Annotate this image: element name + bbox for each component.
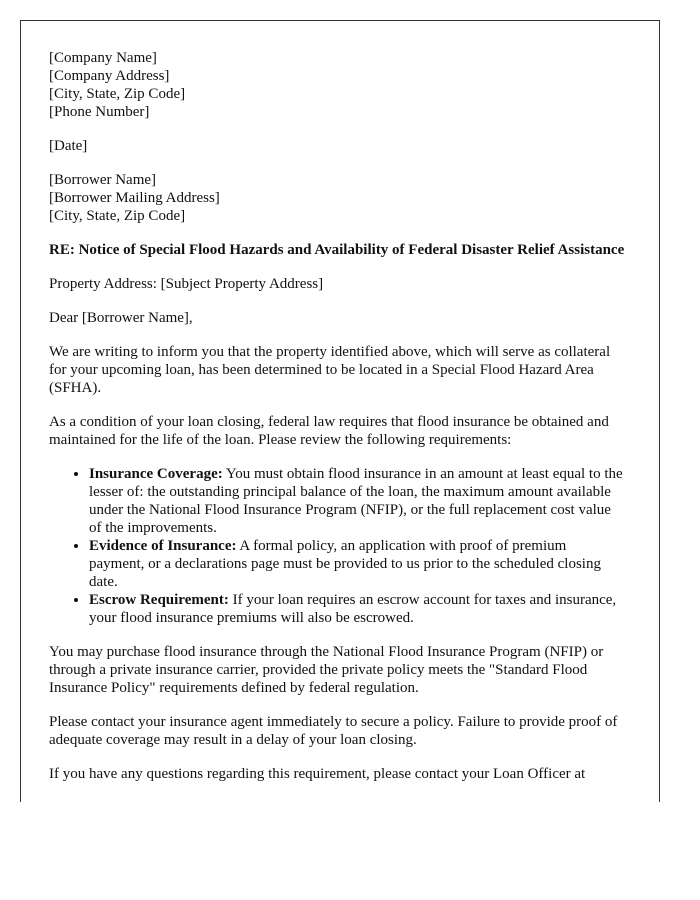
condition-paragraph: As a condition of your loan closing, federal law requires that flood insurance be obtained and maintained for the life of the loan. Please review the following requirements: — [49, 414, 609, 448]
subject-line — [49, 241, 625, 259]
requirement-text: A formal policy, an application with proof of premium payment, or a declarations page must be provided to us prior to the scheduled closing date. — [89, 538, 601, 590]
requirement-title: Insurance Coverage: — [89, 466, 223, 482]
requirement-title: Evidence of Insurance: — [89, 538, 237, 554]
contact-agent-paragraph: Please contact your insurance agent immediately to secure a policy. Failure to provide proof of adequate coverage may result in a delay of your loan closing. — [49, 714, 618, 748]
subject-text: RE: Notice of Special Flood Hazards and Availability of Federal Disaster Relief Assistance — [49, 242, 625, 258]
purchase-paragraph: You may purchase flood insurance through the National Flood Insurance Program (NFIP) or through a private insurance carrier, provided the private policy meets the "Standard Flood Insurance Policy" requirements defined by federal regulation. — [49, 644, 604, 696]
salutation: Dear [Borrower Name], — [49, 310, 193, 326]
requirement-title: Escrow Requirement: — [89, 592, 229, 608]
sender-block — [49, 49, 625, 121]
list-item — [89, 591, 625, 627]
letter-date: [Date] — [49, 138, 88, 154]
list-item — [89, 537, 625, 591]
recipient-block — [49, 171, 625, 225]
questions-paragraph: If you have any questions regarding this requirement, please contact your Loan Officer at — [49, 766, 586, 782]
requirements-list — [49, 465, 625, 627]
borrower-city: [City, State, Zip Code] — [49, 208, 186, 224]
borrower-address: [Borrower Mailing Address] — [49, 190, 220, 206]
requirement-text: You must obtain flood insurance in an amount at least equal to the lesser of: the outstanding principal balance of the loan, the maximum amount available under the National Flood Insurance Program (NFIP), or the full replacement cost value of the improvements. — [89, 466, 623, 536]
list-item — [89, 465, 625, 537]
company-city: [City, State, Zip Code] — [49, 86, 186, 102]
letter-page — [20, 20, 660, 802]
requirement-text: If your loan requires an escrow account for taxes and insurance, your flood insurance premiums will also be escrowed. — [89, 592, 617, 626]
company-address: [Company Address] — [49, 68, 170, 84]
intro-paragraph: We are writing to inform you that the property identified above, which will serve as collateral for your upcoming loan, has been determined to be located in a Special Flood Hazard Area (SFHA). — [49, 344, 611, 396]
company-name: [Company Name] — [49, 50, 157, 66]
company-phone: [Phone Number] — [49, 104, 150, 120]
property-address: Property Address: [Subject Property Address] — [49, 276, 324, 292]
borrower-name: [Borrower Name] — [49, 172, 157, 188]
